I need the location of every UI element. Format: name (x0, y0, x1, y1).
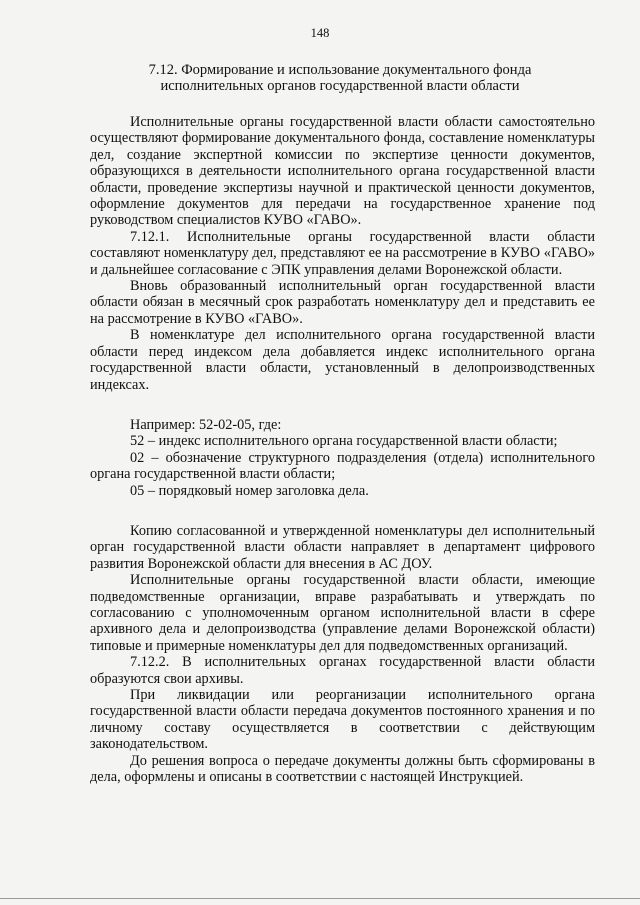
section-title-line-2: исполнительных органов государственной власти области (160, 78, 520, 94)
paragraph-7-12-1: 7.12.1. Исполнительные органы государственной власти области составляют номенклатуру дел, представляют ее на рассмотрение в КУВО «ГАВО» и дальнейшее согласование с ЭПК управления делами Воронежской области. (90, 228, 595, 278)
paragraph-intro: Исполнительные органы государственной власти области самостоятельно осуществляют формирование документального фонда, составление номенклатуры дел, создание экспертной комиссии по экспертизе ценности документов, образующихся в деятельности исполнительного органа государственной власти области, проведение экспертизы научной и практической ценности документов, оформление документов для передачи на государственное хранение под руководством специалистов КУВО «ГАВО». (90, 114, 595, 229)
paragraph-example: Например: 52-02-05, где: (130, 416, 282, 433)
scan-edge-line (0, 898, 640, 899)
paragraph-example-02: 02 – обозначение структурного подразделения (отдела) исполнительного органа государственной власти области; (90, 449, 595, 483)
paragraph-index-rule: В номенклатуре дел исполнительного органа государственной власти области перед индексом дела добавляется индекс исполнительного органа государственной власти области, установленный в делопроизводственных индексах. (90, 327, 595, 393)
section-title-line-1: 7.12. Формирование и использование документального фонда (148, 62, 532, 78)
paragraph-before-decision: До решения вопроса о передаче документы должны быть сформированы в дела, оформлены и описаны в соответствии с настоящей Инструкцией. (90, 752, 595, 786)
paragraph-example-52: 52 – индекс исполнительного органа государственной власти области; (130, 433, 558, 450)
paragraph-example-05: 05 – порядковый номер заголовка дела. (130, 482, 369, 499)
section-title (140, 62, 540, 94)
document-body (90, 114, 595, 785)
paragraph-copy: Копию согласованной и утвержденной номенклатуры дел исполнительный орган государственной власти области направляет в департамент цифрового развития Воронежской области для внесения в АС ДОУ. (90, 522, 595, 572)
paragraph-subordinate: Исполнительные органы государственной власти области, имеющие подведомственные организации, вправе разрабатывать и утверждать по согласованию с уполномоченным органом исполнительной власти в сфере архивного дела и делопроизводства (управление делами Воронежской области) типовые и примерные номенклатуры дел для подведомственных организаций. (90, 572, 595, 654)
paragraph-liquidation: При ликвидации или реорганизации исполнительного органа государственной власти области передача документов постоянного хранения и по личному составу осуществляется в соответствии с действующим законодательством. (90, 687, 595, 753)
paragraph-new-organ: Вновь образованный исполнительный орган государственной власти области обязан в месячный срок разработать номенклатуру дел и представить ее на рассмотрение в КУВО «ГАВО». (90, 278, 595, 327)
paragraph-7-12-2: 7.12.2. В исполнительных органах государственной власти области образуются свои архивы. (90, 654, 595, 687)
page-number: 148 (310, 26, 330, 40)
